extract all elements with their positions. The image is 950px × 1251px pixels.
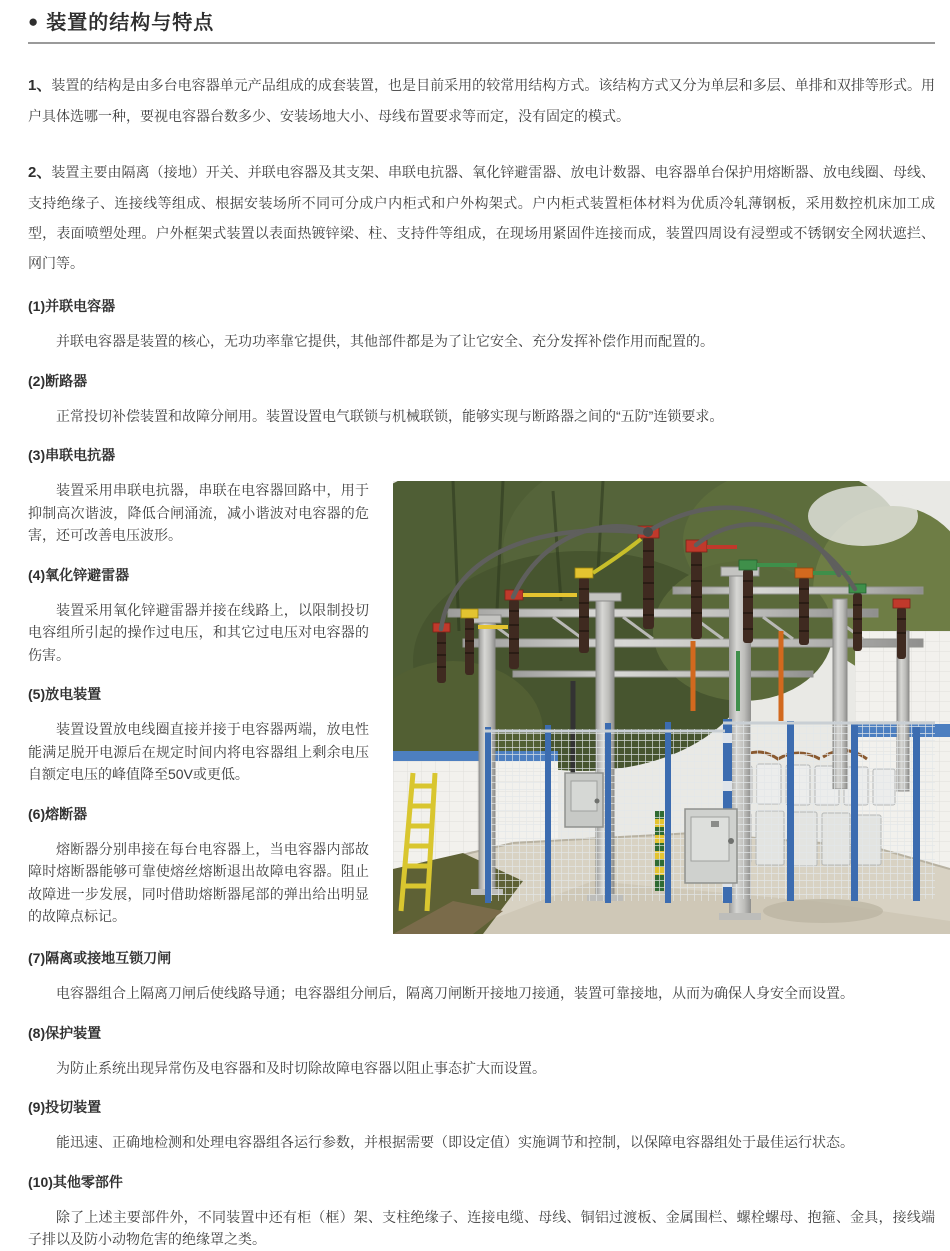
paragraph-text: 装置的结构是由多台电容器单元产品组成的成套装置，也是目前采用的较常用结构方式。该结构方式又分为单层和多层、单排和双排等形式。用户具体选哪一种，要视电容器台数多少、安装场地大小、母线布置要求等而定，没有固定的模式。 bbox=[28, 77, 936, 124]
section-body-5: 装置设置放电线圈直接并接于电容器两端，放电性能满足脱开电源后在规定时间内将电容器组上剩余电压自额定电压的峰值降至50V或更低。 bbox=[28, 721, 369, 782]
bullet-icon: ● bbox=[28, 12, 39, 31]
page-title: 装置的结构与特点 bbox=[46, 12, 215, 34]
section-heading-10: (10)其他零部件 bbox=[28, 1173, 123, 1190]
page-header bbox=[28, 6, 935, 35]
section-body-1: 并联电容器是装置的核心，无功功率靠它提供，其他部件都是为了让它安全、充分发挥补偿作用而配置的。 bbox=[56, 333, 714, 349]
section-body-9: 能迅速、正确地检测和处理电容器组各运行参数，并根据需要（即设定值）实施调节和控制，以保障电容器组处于最佳运行状态。 bbox=[56, 1134, 854, 1150]
section-heading-3: (3)串联电抗器 bbox=[28, 447, 116, 463]
section-heading-6: (6)熔断器 bbox=[28, 805, 88, 822]
section-heading-7: (7)隔离或接地互锁刀闸 bbox=[28, 950, 172, 966]
section-body-6: 熔断器分别串接在每台电容器上，当电容器内部故障时熔断器能够可靠使熔丝熔断退出故障电容器。阻止故障进一步发展，同吋借助熔断器尾部的弹出给出明显的故障点标记。 bbox=[28, 840, 369, 924]
title-divider bbox=[28, 42, 935, 44]
section-heading-9: (9)投切装置 bbox=[28, 1099, 102, 1115]
section-heading-4: (4)氧化锌避雷器 bbox=[28, 566, 130, 583]
section-heading-5: (5)放电装置 bbox=[28, 686, 102, 702]
intro-paragraph-1 bbox=[28, 70, 935, 131]
section-body-8: 为防止系统出现异常伤及电容器和及时切除故障电容器以阻止事态扩大而设置。 bbox=[56, 1059, 546, 1076]
paragraph-number: 1、 bbox=[28, 77, 52, 94]
section-heading-8: (8)保护装置 bbox=[28, 1024, 102, 1041]
section-body-4: 装置采用氧化锌避雷器并接在线路上，以限制投切电容组所引起的操作过电压，和其它过电压对电容器的伤害。 bbox=[28, 601, 369, 663]
section-body-2: 正常投切补偿装置和故障分闸用。装置设置电气联锁与机械联锁，能够实现与断路器之间的“五防”连锁要求。 bbox=[56, 407, 724, 424]
full-width-sections bbox=[28, 950, 950, 1251]
paragraph-number: 2、 bbox=[28, 164, 52, 181]
paragraph-text: 装置主要由隔离（接地）开关、并联电容器及其支架、串联电抗器、氧化锌避雷器、放电计数器、电容器单台保护用熔断器、放电线圈、母线、支持绝缘子、连接线等组成、根据安装场所不同可分成户内柜式和户外构架式。户内柜式装置柜体材料为优质冷轧薄钢板，采用数控机床加工成型，表面喷塑处理。户外框架式装置以表面热镀锌梁、柱、支持件等组成，在现场用紧固件连接而成，装置四周设有浸塑或不锈钢安全网状遮拦、网门等。 bbox=[28, 164, 936, 271]
outdoor-capacitor-bank-photo bbox=[393, 481, 950, 934]
intro-paragraph-2 bbox=[28, 157, 935, 278]
section-body-10: 除了上述主要部件外，不同装置中还有柜（框）架、支柱绝缘子、连接电缆、母线、铜铝过渡板、金属围栏、螺栓螺母、抱箍、金具，接线端子排以及防小动物危害的绝缘罩之类。 bbox=[28, 1208, 935, 1247]
section-heading-1: (1)并联电容器 bbox=[28, 298, 116, 314]
section-heading-2: (2)断路器 bbox=[28, 372, 88, 389]
section-body-3: 装置采用串联电抗器，串联在电容器回路中，用于抑制高次谐波，降低合闸涌流，减小谐波对电容器的危害，还可改善电压波形。 bbox=[28, 482, 369, 543]
section-body-7: 电容器组合上隔离刀闸后使线路导通；电容器组分闸后，隔离刀闸断开接地刀接通，装置可靠接地，从而为确保人身安全而设置。 bbox=[56, 985, 854, 1001]
